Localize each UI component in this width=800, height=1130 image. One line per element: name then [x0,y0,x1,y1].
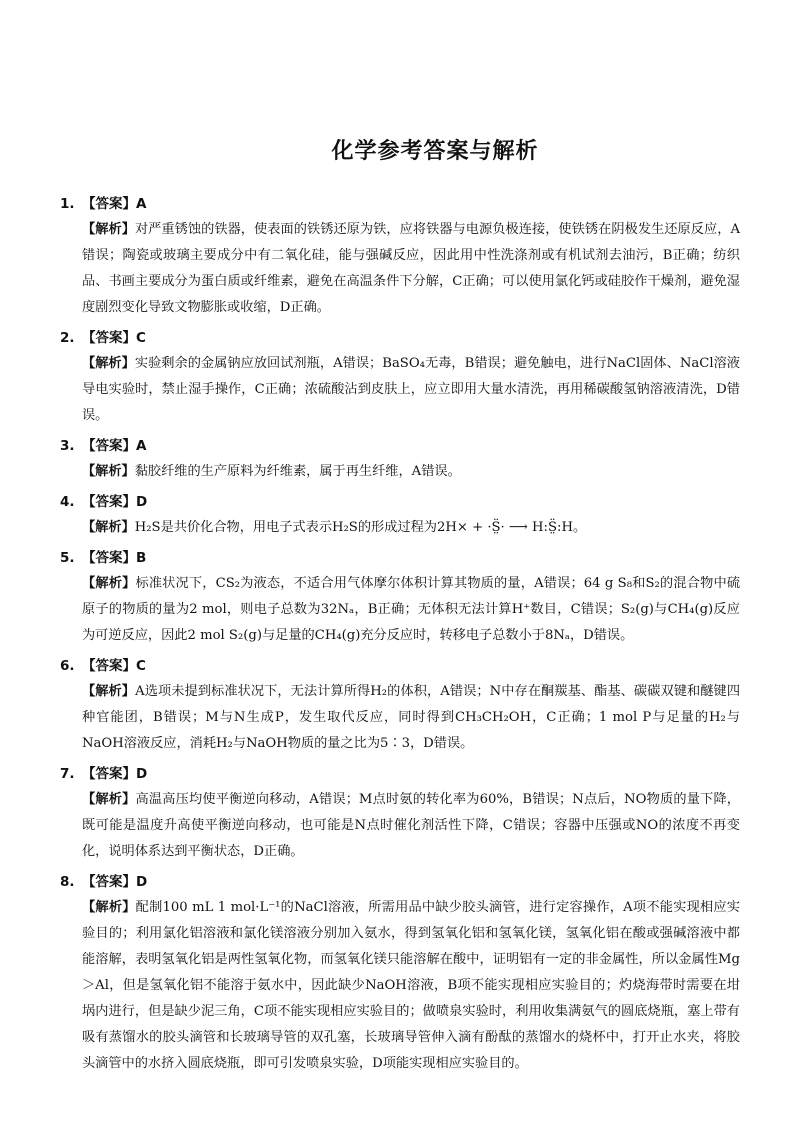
analysis-text: 实验剩余的金属钠应放回试剂瓶，A错误；BaSO₄无毒，B错误；避免触电，进行NaCl固体、NaCl溶液导电实验时，禁止湿手操作，C正确；浓硫酸沾到皮肤上，应立即用大量水清洗，再用稀碳酸氢钠溶液清洗，D错误。 [82,356,740,423]
question-number: 8. [60,874,75,890]
analysis-tag: 【解析】 [82,576,136,591]
question-item [60,489,740,541]
answer-value: A [136,438,147,454]
analysis-text: 高温高压均使平衡逆向移动，A错误；M点时氨的转化率为60%，B错误；N点后，NO物质的量下降，既可能是温度升高使平衡逆向移动，也可能是N点时催化剂活性下降，C错误；容器中压强或NO的浓度不再变化，说明体系达到平衡状态，D正确。 [82,792,740,859]
analysis-text: A选项未提到标准状况下，无法计算所得H₂的体积，A错误；N中存在酮羰基、酯基、碳碳双键和醚键四种官能团，B错误；M与N生成P，发生取代反应，同时得到CH₃CH₂OH，C正确；1 mol P与足量的H₂与NaOH溶液反应，消耗H₂与NaOH物质的量之比为5∶3，D错误。 [82,684,741,751]
analysis-tag: 【解析】 [82,684,136,699]
analysis-tag: 【解析】 [82,520,135,535]
question-number: 7. [60,766,75,782]
analysis-tag: 【解析】 [82,900,136,915]
answer-value: D [136,766,148,782]
question-item [60,869,740,1077]
question-number: 6. [60,658,75,674]
question-item [60,325,740,429]
question-item [60,761,740,865]
analysis-paragraph [60,217,740,321]
analysis-tag: 【解析】 [82,222,135,237]
answer-line [60,433,740,459]
answer-line [60,489,740,515]
question-list [60,191,740,1077]
answer-tag: 【答案】 [82,494,136,510]
answer-value: D [136,494,148,510]
analysis-paragraph [60,787,740,865]
answer-value: C [136,658,146,674]
answer-line [60,325,740,351]
analysis-paragraph [60,679,740,757]
answer-value: B [136,550,147,566]
answer-tag: 【答案】 [82,438,136,454]
answer-line [60,761,740,787]
answer-value: A [136,196,147,212]
answer-tag: 【答案】 [82,330,136,346]
answer-line [60,545,740,571]
analysis-text: 配制100 mL 1 mol·L⁻¹的NaCl溶液，所需用品中缺少胶头滴管，进行定容操作，A项不能实现相应实验目的；利用氯化铝溶液和氯化镁溶液分别加入氨水，得到氢氧化铝和氢氧化镁，氢氧化铝在酸或强碱溶液中都能溶解，表明氢氧化铝是两性氢氧化物，而氢氧化镁只能溶解在酸中，证明铝有一定的非金属性，所以金属性Mg＞Al，但是氢氧化铝不能溶于氨水中，因此缺少NaOH溶液，B项不能实现相应实验目的；灼烧海带时需要在坩埚内进行，但是缺少泥三角，C项不能实现相应实验目的；做喷泉实验时，利用收集满氨气的圆底烧瓶，塞上带有吸有蒸馏水的胶头滴管和长玻璃导管的双孔塞，长玻璃导管伸入滴有酚酞的蒸馏水的烧杯中，打开止水夹，将胶头滴管中的水挤入圆底烧瓶，即可引发喷泉实验，D项能实现相应实验目的。 [82,900,740,1071]
analysis-text: 黏胶纤维的生产原料为纤维素，属于再生纤维，A错误。 [134,464,461,479]
question-item [60,545,740,649]
answer-value: C [136,330,146,346]
analysis-text: 标准状况下，CS₂为液态，不适合用气体摩尔体积计算其物质的量，A错误；64 g S₈和S₂的混合物中硫原子的物质的量为2 mol，则电子总数为32Nₐ，B正确；无体积无法计算H⁺数目，C错误；S₂(g)与CH₄(g)反应为可逆反应，因此2 mol S₂(g)与足量的CH₄(g)充分反应时，转移电子总数小于8Nₐ，D错误。 [82,576,741,643]
answer-value: D [136,874,148,890]
analysis-paragraph [60,515,740,541]
analysis-tag: 【解析】 [82,464,135,479]
answer-tag: 【答案】 [82,196,136,212]
question-item [60,433,740,485]
analysis-paragraph [60,571,740,649]
analysis-tag: 【解析】 [82,356,135,371]
analysis-tag: 【解析】 [82,792,136,807]
answer-line [60,191,740,217]
question-number: 5. [60,550,75,566]
question-item [60,191,740,321]
question-number: 4. [60,494,75,510]
analysis-paragraph [60,895,740,1077]
question-number: 1. [60,196,75,212]
answer-tag: 【答案】 [82,874,136,890]
question-number: 2. [60,330,75,346]
answer-tag: 【答案】 [82,658,136,674]
answer-line [60,653,740,679]
analysis-text: H₂S是共价化合物，用电子式表示H₂S的形成过程为2H× + ·S̤̈· ⟶ H:S̤̈:H。 [134,520,587,535]
analysis-paragraph [60,351,740,429]
answer-tag: 【答案】 [82,550,136,566]
analysis-paragraph [60,459,740,485]
question-item [60,653,740,757]
question-number: 3. [60,438,75,454]
analysis-text: 对严重锈蚀的铁器，使表面的铁锈还原为铁，应将铁器与电源负极连接，使铁锈在阴极发生还原反应，A错误；陶瓷或玻璃主要成分中有二氧化硅，能与强碱反应，因此用中性洗涤剂或有机试剂去油污，B正确；纺织品、书画主要成分为蛋白质或纤维素，避免在高温条件下分解，C正确；可以使用氯化钙或硅胶作干燥剂，避免湿度剧烈变化导致文物膨胀或收缩，D正确。 [82,222,740,315]
answer-tag: 【答案】 [82,766,136,782]
answer-line [60,869,740,895]
page-title: 化学参考答案与解析 [331,139,539,164]
